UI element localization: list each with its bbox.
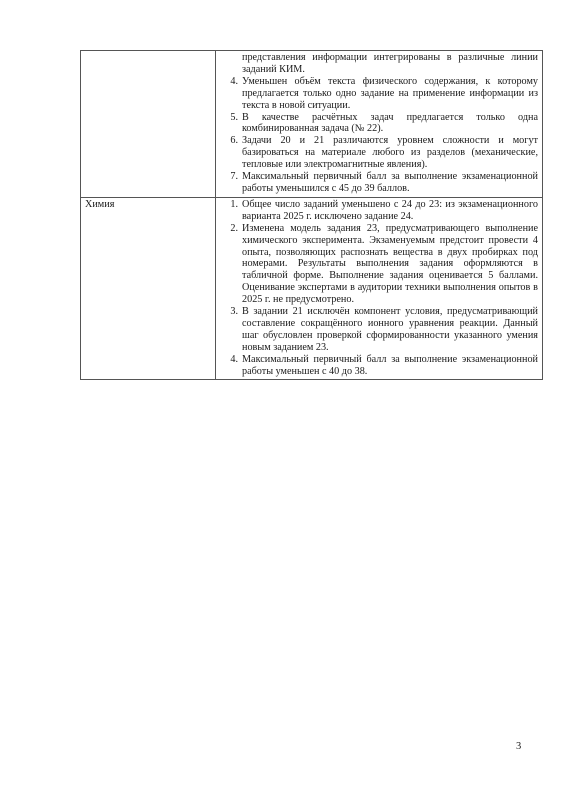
list-text: Максимальный первичный балл за выполнение экзаменационной работы уменьшен с 40 до 38. <box>242 353 538 377</box>
list-number: 7. <box>230 171 238 183</box>
changes-cell <box>216 197 543 380</box>
list-text: Задачи 20 и 21 различаются уровнем сложности и могут базироваться на материале любого из разделов (механические, тепловые или электромагнитные явления). <box>242 135 538 171</box>
continuation-text: представления информации интегрированы в различные линии заданий КИМ. <box>242 52 538 75</box>
list-item <box>220 223 538 306</box>
subject-cell <box>81 51 216 198</box>
list-number: 5. <box>230 111 238 123</box>
list-number: 1. <box>230 198 238 210</box>
changes-cell <box>216 51 543 198</box>
list-item <box>220 112 538 136</box>
list-item <box>220 354 538 378</box>
list-text: Изменена модель задания 23, предусматривающего выполнение химического эксперимента. Экзаменуемым предстоит провести 4 опыта, позволяющих распознать вещества в двух пробирках под номерами. Результаты выполнения задания оформляются в табличной форме. Выполнение задания оценивается 5 баллами. Оценивание экспертами в аудитории техники выполнения опытов в 2025 г. не предусмотрено. <box>242 222 538 306</box>
list-item <box>220 306 538 354</box>
list-number: 6. <box>230 135 238 147</box>
table-row <box>81 51 543 198</box>
list-item <box>220 76 538 112</box>
subject-cell: Химия <box>81 197 216 380</box>
list-number: 4. <box>230 353 238 365</box>
list-item <box>220 171 538 195</box>
list-number: 4. <box>230 75 238 87</box>
page-number: 3 <box>516 741 522 752</box>
list-item <box>220 199 538 223</box>
table-row <box>81 197 543 380</box>
list-text: В задании 21 исключён компонент условия, предусматривающий составление сокращённого ионного уравнения реакции. Данный шаг обусловлен проверкой сформированности указанного умения новым заданием 23. <box>242 306 538 353</box>
list-number: 2. <box>230 222 238 234</box>
changes-table <box>80 50 543 380</box>
list-text: В качестве расчётных задач предлагается только одна комбинированная задача (№ 22). <box>242 111 538 135</box>
list-number: 3. <box>230 306 238 318</box>
list-text: Максимальный первичный балл за выполнение экзаменационной работы уменьшился с 45 до 39 баллов. <box>242 171 538 194</box>
list-text: Общее число заданий уменьшено с 24 до 23: из экзаменационного варианта 2025 г. исключено задание 24. <box>242 198 538 222</box>
list-item <box>220 135 538 171</box>
list-text: Уменьшен объём текста физического содержания, к которому предлагается только одно задание на применение информации из текста в новой ситуации. <box>242 75 538 111</box>
